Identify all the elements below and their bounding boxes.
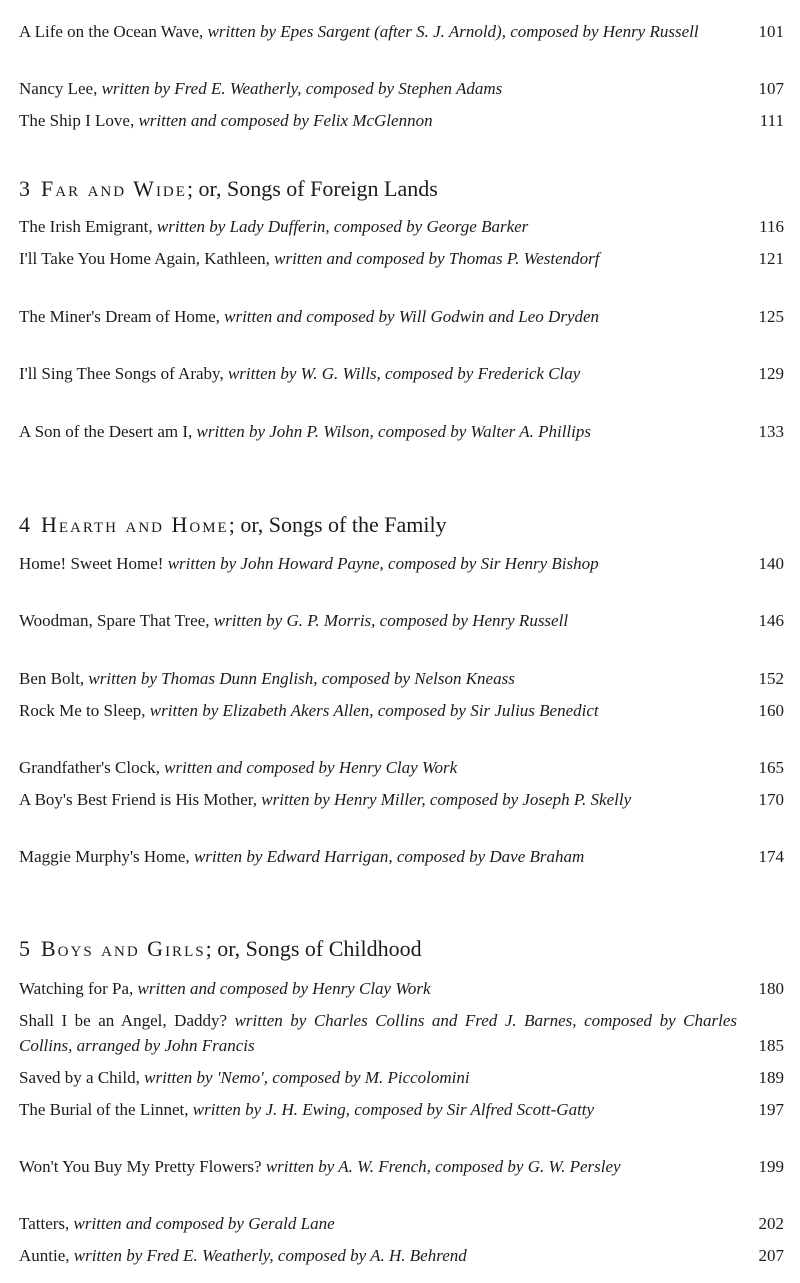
list-item: [19, 1211, 784, 1236]
page-number: 140: [758, 554, 784, 573]
song-title: Grandfather's Clock,: [19, 758, 160, 777]
song-title: Watching for Pa,: [19, 979, 134, 998]
list-item: [19, 19, 784, 44]
list-item: [19, 76, 784, 101]
song-credits: written by Thomas Dunn English, composed by Nelson Kneass: [88, 669, 515, 688]
list-item: [19, 361, 784, 386]
section-subtitle: ; or, Songs of Childhood: [205, 936, 422, 961]
song-credits: written and composed by Henry Clay Work: [137, 979, 431, 998]
page-number: 199: [758, 1157, 784, 1176]
section-number: 5: [19, 936, 30, 961]
section-heading: [19, 935, 422, 963]
page-number: 170: [758, 790, 784, 809]
section-heading: [19, 511, 447, 539]
page-number: 197: [758, 1100, 784, 1119]
page-number: 133: [758, 422, 784, 441]
page-number: 129: [758, 364, 784, 383]
page-number: 185: [758, 1036, 784, 1055]
song-credits: written by 'Nemo', composed by M. Piccolomini: [144, 1068, 470, 1087]
list-item: [19, 419, 784, 444]
song-title: Rock Me to Sleep,: [19, 701, 146, 720]
song-credits: written by John Howard Payne, composed by Sir Henry Bishop: [167, 554, 599, 573]
list-item: [19, 1097, 784, 1122]
song-credits: written by Lady Dufferin, composed by George Barker: [156, 217, 529, 236]
list-item: [19, 1008, 784, 1058]
song-title: A Son of the Desert am I,: [19, 422, 193, 441]
section-subtitle: ; or, Songs of Foreign Lands: [186, 176, 438, 201]
song-credits: written by John P. Wilson, composed by Walter A. Phillips: [196, 422, 591, 441]
list-item: [19, 304, 784, 329]
page-number: 146: [758, 611, 784, 630]
song-credits: written by Edward Harrigan, composed by Dave Braham: [193, 847, 585, 866]
song-title: Auntie,: [19, 1246, 70, 1265]
song-credits: written by Henry Miller, composed by Joseph P. Skelly: [261, 790, 632, 809]
section-title: Boys and Girls: [41, 936, 206, 961]
section-title: Far and Wide: [41, 176, 187, 201]
song-credits: written by W. G. Wills, composed by Frederick Clay: [227, 364, 581, 383]
song-title: The Burial of the Linnet,: [19, 1100, 189, 1119]
list-item: [19, 787, 784, 812]
song-title: I'll Take You Home Again, Kathleen,: [19, 249, 270, 268]
list-item: [19, 666, 784, 691]
song-credits: written by Epes Sargent (after S. J. Arnold), composed by Henry Russell: [207, 22, 699, 41]
page-number: 101: [758, 22, 784, 41]
section-number: 4: [19, 512, 30, 537]
list-item: [19, 1243, 784, 1268]
song-title: The Ship I Love,: [19, 111, 135, 130]
list-item: [19, 1154, 784, 1179]
song-credits: written by Charles Collins and Fred J. Barnes, composed by Charles Collins, arranged by John Francis: [19, 1011, 737, 1055]
section-title: Hearth and Home: [41, 512, 229, 537]
list-item: [19, 608, 784, 633]
page-number: 121: [758, 249, 784, 268]
song-title: Woodman, Spare That Tree,: [19, 611, 210, 630]
page-number: 202: [758, 1214, 784, 1233]
page-number: 152: [758, 669, 784, 688]
song-title: Ben Bolt,: [19, 669, 85, 688]
song-credits: written by Fred E. Weatherly, composed by Stephen Adams: [101, 79, 503, 98]
list-item: [19, 755, 784, 780]
song-credits: written and composed by Will Godwin and Leo Dryden: [224, 307, 600, 326]
page-number: 125: [758, 307, 784, 326]
page-number: 116: [759, 217, 784, 236]
page-number: 189: [758, 1068, 784, 1087]
song-title: Won't You Buy My Pretty Flowers?: [19, 1157, 262, 1176]
song-credits: written by A. W. French, composed by G. W. Persley: [265, 1157, 621, 1176]
song-title: Nancy Lee,: [19, 79, 98, 98]
page-number: 111: [759, 111, 784, 130]
list-item: [19, 698, 784, 723]
song-credits: written by Fred E. Weatherly, composed by A. H. Behrend: [73, 1246, 467, 1265]
song-credits: written and composed by Felix McGlennon: [138, 111, 433, 130]
page-number: 207: [758, 1246, 784, 1265]
list-item: [19, 246, 784, 271]
song-title: I'll Sing Thee Songs of Araby,: [19, 364, 224, 383]
song-credits: written and composed by Thomas P. Westendorf: [274, 249, 600, 268]
song-title: Tatters,: [19, 1214, 70, 1233]
page-number: 165: [758, 758, 784, 777]
song-title: A Life on the Ocean Wave,: [19, 22, 204, 41]
song-title: A Boy's Best Friend is His Mother,: [19, 790, 258, 809]
song-title: The Irish Emigrant,: [19, 217, 153, 236]
page-number: 174: [758, 847, 784, 866]
song-title: The Miner's Dream of Home,: [19, 307, 220, 326]
song-credits: written and composed by Henry Clay Work: [164, 758, 458, 777]
section-heading: [19, 175, 438, 203]
song-credits: written and composed by Gerald Lane: [73, 1214, 335, 1233]
list-item: [19, 108, 784, 133]
list-item: [19, 214, 784, 239]
song-title: Maggie Murphy's Home,: [19, 847, 190, 866]
page-number: 180: [758, 979, 784, 998]
page-number: 160: [758, 701, 784, 720]
section-number: 3: [19, 176, 30, 201]
list-item: [19, 844, 784, 869]
list-item: [19, 551, 784, 576]
section-subtitle: ; or, Songs of the Family: [228, 512, 447, 537]
song-credits: written by J. H. Ewing, composed by Sir Alfred Scott-Gatty: [192, 1100, 595, 1119]
song-title: Saved by a Child,: [19, 1068, 140, 1087]
page-number: 107: [758, 79, 784, 98]
list-item: [19, 1065, 784, 1090]
song-credits: written by G. P. Morris, composed by Henry Russell: [213, 611, 569, 630]
song-credits: written by Elizabeth Akers Allen, composed by Sir Julius Benedict: [149, 701, 599, 720]
song-title: Shall I be an Angel, Daddy?: [19, 1011, 228, 1030]
song-title: Home! Sweet Home!: [19, 554, 164, 573]
list-item: [19, 976, 784, 1001]
